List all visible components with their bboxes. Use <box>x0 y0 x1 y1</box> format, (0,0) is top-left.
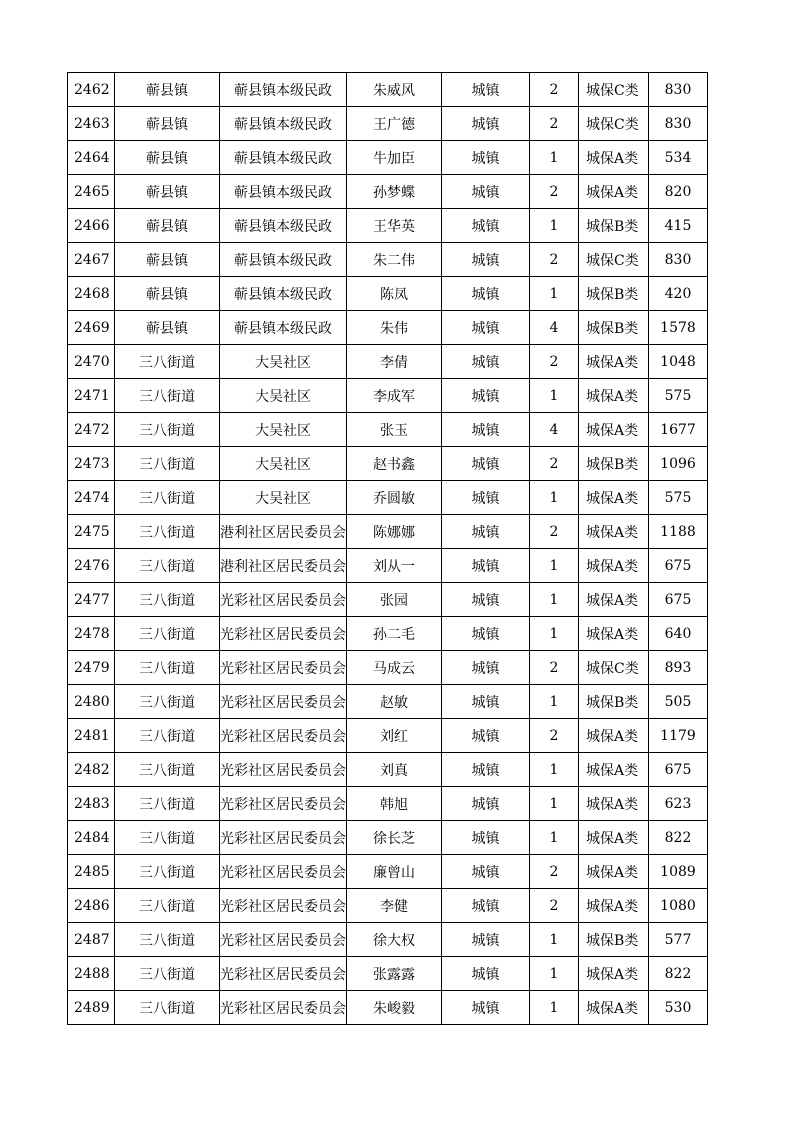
town-cell: 三八街道 <box>115 923 220 957</box>
recipient-name-cell: 赵敏 <box>347 685 442 719</box>
community-cell: 光彩社区居民委员会 <box>220 583 347 617</box>
residence-type-cell: 城镇 <box>442 515 530 549</box>
serial-number-cell: 2469 <box>68 311 115 345</box>
community-cell: 光彩社区居民委员会 <box>220 651 347 685</box>
serial-number-cell: 2477 <box>68 583 115 617</box>
serial-number-cell: 2481 <box>68 719 115 753</box>
monthly-amount-cell: 1188 <box>649 515 708 549</box>
town-cell: 三八街道 <box>115 651 220 685</box>
serial-number-cell: 2466 <box>68 209 115 243</box>
household-size-cell: 1 <box>530 141 579 175</box>
assistance-category-cell: 城保B类 <box>579 209 649 243</box>
town-cell: 蕲县镇 <box>115 277 220 311</box>
residence-type-cell: 城镇 <box>442 651 530 685</box>
town-cell: 三八街道 <box>115 515 220 549</box>
table-row <box>68 617 708 651</box>
table-body <box>68 73 708 1025</box>
assistance-category-cell: 城保A类 <box>579 821 649 855</box>
table-row <box>68 685 708 719</box>
assistance-category-cell: 城保A类 <box>579 413 649 447</box>
table-row <box>68 481 708 515</box>
recipient-name-cell: 李健 <box>347 889 442 923</box>
residence-type-cell: 城镇 <box>442 549 530 583</box>
town-cell: 三八街道 <box>115 413 220 447</box>
residence-type-cell: 城镇 <box>442 753 530 787</box>
residence-type-cell: 城镇 <box>442 787 530 821</box>
assistance-category-cell: 城保A类 <box>579 719 649 753</box>
assistance-category-cell: 城保C类 <box>579 243 649 277</box>
recipient-name-cell: 陈凤 <box>347 277 442 311</box>
residence-type-cell: 城镇 <box>442 685 530 719</box>
monthly-amount-cell: 675 <box>649 753 708 787</box>
assistance-category-cell: 城保A类 <box>579 481 649 515</box>
recipient-name-cell: 赵书鑫 <box>347 447 442 481</box>
residence-type-cell: 城镇 <box>442 889 530 923</box>
serial-number-cell: 2486 <box>68 889 115 923</box>
monthly-amount-cell: 1179 <box>649 719 708 753</box>
recipient-name-cell: 王广德 <box>347 107 442 141</box>
table-row <box>68 379 708 413</box>
serial-number-cell: 2482 <box>68 753 115 787</box>
table-row <box>68 549 708 583</box>
household-size-cell: 4 <box>530 311 579 345</box>
residence-type-cell: 城镇 <box>442 243 530 277</box>
recipient-name-cell: 张玉 <box>347 413 442 447</box>
table-row <box>68 583 708 617</box>
recipient-name-cell: 乔圆敏 <box>347 481 442 515</box>
assistance-category-cell: 城保C类 <box>579 651 649 685</box>
residence-type-cell: 城镇 <box>442 107 530 141</box>
table-row <box>68 345 708 379</box>
recipient-name-cell: 王华英 <box>347 209 442 243</box>
community-cell: 蕲县镇本级民政 <box>220 277 347 311</box>
monthly-amount-cell: 575 <box>649 481 708 515</box>
monthly-amount-cell: 830 <box>649 107 708 141</box>
community-cell: 光彩社区居民委员会 <box>220 787 347 821</box>
serial-number-cell: 2462 <box>68 73 115 107</box>
household-size-cell: 1 <box>530 923 579 957</box>
community-cell: 港利社区居民委员会 <box>220 515 347 549</box>
town-cell: 三八街道 <box>115 617 220 651</box>
town-cell: 蕲县镇 <box>115 243 220 277</box>
monthly-amount-cell: 893 <box>649 651 708 685</box>
recipient-name-cell: 张露露 <box>347 957 442 991</box>
table-row <box>68 107 708 141</box>
community-cell: 蕲县镇本级民政 <box>220 311 347 345</box>
town-cell: 蕲县镇 <box>115 73 220 107</box>
residence-type-cell: 城镇 <box>442 141 530 175</box>
assistance-category-cell: 城保A类 <box>579 549 649 583</box>
community-cell: 大吴社区 <box>220 379 347 413</box>
residence-type-cell: 城镇 <box>442 379 530 413</box>
community-cell: 光彩社区居民委员会 <box>220 753 347 787</box>
town-cell: 三八街道 <box>115 821 220 855</box>
table-row <box>68 141 708 175</box>
residence-type-cell: 城镇 <box>442 73 530 107</box>
community-cell: 蕲县镇本级民政 <box>220 175 347 209</box>
monthly-amount-cell: 505 <box>649 685 708 719</box>
monthly-amount-cell: 820 <box>649 175 708 209</box>
table-row <box>68 787 708 821</box>
table-row <box>68 447 708 481</box>
town-cell: 三八街道 <box>115 855 220 889</box>
recipient-name-cell: 韩旭 <box>347 787 442 821</box>
town-cell: 蕲县镇 <box>115 141 220 175</box>
community-cell: 蕲县镇本级民政 <box>220 141 347 175</box>
town-cell: 三八街道 <box>115 447 220 481</box>
assistance-category-cell: 城保A类 <box>579 617 649 651</box>
recipient-name-cell: 朱二伟 <box>347 243 442 277</box>
residence-type-cell: 城镇 <box>442 991 530 1025</box>
recipient-name-cell: 刘真 <box>347 753 442 787</box>
household-size-cell: 2 <box>530 515 579 549</box>
monthly-amount-cell: 830 <box>649 73 708 107</box>
serial-number-cell: 2475 <box>68 515 115 549</box>
table-row <box>68 719 708 753</box>
residence-type-cell: 城镇 <box>442 617 530 651</box>
assistance-category-cell: 城保A类 <box>579 957 649 991</box>
recipient-name-cell: 刘红 <box>347 719 442 753</box>
monthly-amount-cell: 1080 <box>649 889 708 923</box>
assistance-category-cell: 城保B类 <box>579 277 649 311</box>
table-row <box>68 651 708 685</box>
assistance-category-cell: 城保A类 <box>579 175 649 209</box>
table-row <box>68 889 708 923</box>
monthly-amount-cell: 822 <box>649 821 708 855</box>
household-size-cell: 1 <box>530 787 579 821</box>
community-cell: 光彩社区居民委员会 <box>220 685 347 719</box>
household-size-cell: 1 <box>530 991 579 1025</box>
community-cell: 蕲县镇本级民政 <box>220 243 347 277</box>
residence-type-cell: 城镇 <box>442 481 530 515</box>
assistance-category-cell: 城保B类 <box>579 447 649 481</box>
household-size-cell: 1 <box>530 821 579 855</box>
recipient-name-cell: 马成云 <box>347 651 442 685</box>
household-size-cell: 1 <box>530 957 579 991</box>
household-size-cell: 1 <box>530 209 579 243</box>
assistance-category-cell: 城保A类 <box>579 855 649 889</box>
beneficiary-table <box>67 72 708 1025</box>
recipient-name-cell: 朱伟 <box>347 311 442 345</box>
monthly-amount-cell: 1578 <box>649 311 708 345</box>
household-size-cell: 1 <box>530 481 579 515</box>
town-cell: 三八街道 <box>115 753 220 787</box>
residence-type-cell: 城镇 <box>442 957 530 991</box>
town-cell: 蕲县镇 <box>115 311 220 345</box>
monthly-amount-cell: 577 <box>649 923 708 957</box>
serial-number-cell: 2472 <box>68 413 115 447</box>
assistance-category-cell: 城保A类 <box>579 515 649 549</box>
table-row <box>68 957 708 991</box>
table-row <box>68 413 708 447</box>
town-cell: 三八街道 <box>115 583 220 617</box>
residence-type-cell: 城镇 <box>442 821 530 855</box>
community-cell: 大吴社区 <box>220 413 347 447</box>
community-cell: 光彩社区居民委员会 <box>220 821 347 855</box>
household-size-cell: 2 <box>530 107 579 141</box>
town-cell: 三八街道 <box>115 345 220 379</box>
serial-number-cell: 2470 <box>68 345 115 379</box>
table-row <box>68 311 708 345</box>
residence-type-cell: 城镇 <box>442 175 530 209</box>
assistance-category-cell: 城保A类 <box>579 141 649 175</box>
serial-number-cell: 2479 <box>68 651 115 685</box>
town-cell: 三八街道 <box>115 379 220 413</box>
serial-number-cell: 2473 <box>68 447 115 481</box>
recipient-name-cell: 朱峻毅 <box>347 991 442 1025</box>
table-row <box>68 923 708 957</box>
town-cell: 三八街道 <box>115 991 220 1025</box>
table-row <box>68 991 708 1025</box>
town-cell: 蕲县镇 <box>115 107 220 141</box>
recipient-name-cell: 朱威风 <box>347 73 442 107</box>
town-cell: 三八街道 <box>115 481 220 515</box>
assistance-category-cell: 城保A类 <box>579 991 649 1025</box>
recipient-name-cell: 徐大权 <box>347 923 442 957</box>
monthly-amount-cell: 530 <box>649 991 708 1025</box>
table-row <box>68 855 708 889</box>
assistance-category-cell: 城保B类 <box>579 685 649 719</box>
household-size-cell: 2 <box>530 889 579 923</box>
community-cell: 蕲县镇本级民政 <box>220 209 347 243</box>
monthly-amount-cell: 575 <box>649 379 708 413</box>
monthly-amount-cell: 1677 <box>649 413 708 447</box>
serial-number-cell: 2488 <box>68 957 115 991</box>
table-row <box>68 821 708 855</box>
table-row <box>68 753 708 787</box>
household-size-cell: 2 <box>530 447 579 481</box>
assistance-category-cell: 城保C类 <box>579 107 649 141</box>
recipient-name-cell: 李倩 <box>347 345 442 379</box>
serial-number-cell: 2478 <box>68 617 115 651</box>
recipient-name-cell: 张园 <box>347 583 442 617</box>
town-cell: 三八街道 <box>115 787 220 821</box>
community-cell: 大吴社区 <box>220 481 347 515</box>
recipient-name-cell: 李成军 <box>347 379 442 413</box>
monthly-amount-cell: 1048 <box>649 345 708 379</box>
town-cell: 三八街道 <box>115 889 220 923</box>
town-cell: 三八街道 <box>115 719 220 753</box>
table-row <box>68 243 708 277</box>
residence-type-cell: 城镇 <box>442 447 530 481</box>
household-size-cell: 2 <box>530 719 579 753</box>
monthly-amount-cell: 1096 <box>649 447 708 481</box>
town-cell: 三八街道 <box>115 549 220 583</box>
serial-number-cell: 2483 <box>68 787 115 821</box>
monthly-amount-cell: 1089 <box>649 855 708 889</box>
household-size-cell: 2 <box>530 855 579 889</box>
residence-type-cell: 城镇 <box>442 855 530 889</box>
table-row <box>68 175 708 209</box>
monthly-amount-cell: 640 <box>649 617 708 651</box>
table-row <box>68 515 708 549</box>
community-cell: 光彩社区居民委员会 <box>220 923 347 957</box>
assistance-category-cell: 城保A类 <box>579 345 649 379</box>
community-cell: 光彩社区居民委员会 <box>220 719 347 753</box>
serial-number-cell: 2471 <box>68 379 115 413</box>
residence-type-cell: 城镇 <box>442 923 530 957</box>
assistance-category-cell: 城保A类 <box>579 889 649 923</box>
household-size-cell: 4 <box>530 413 579 447</box>
residence-type-cell: 城镇 <box>442 413 530 447</box>
serial-number-cell: 2480 <box>68 685 115 719</box>
community-cell: 蕲县镇本级民政 <box>220 107 347 141</box>
community-cell: 光彩社区居民委员会 <box>220 991 347 1025</box>
monthly-amount-cell: 623 <box>649 787 708 821</box>
monthly-amount-cell: 830 <box>649 243 708 277</box>
community-cell: 大吴社区 <box>220 345 347 379</box>
town-cell: 三八街道 <box>115 685 220 719</box>
household-size-cell: 1 <box>530 549 579 583</box>
monthly-amount-cell: 415 <box>649 209 708 243</box>
town-cell: 三八街道 <box>115 957 220 991</box>
serial-number-cell: 2489 <box>68 991 115 1025</box>
community-cell: 光彩社区居民委员会 <box>220 855 347 889</box>
monthly-amount-cell: 675 <box>649 549 708 583</box>
recipient-name-cell: 刘从一 <box>347 549 442 583</box>
residence-type-cell: 城镇 <box>442 719 530 753</box>
recipient-name-cell: 廉曾山 <box>347 855 442 889</box>
town-cell: 蕲县镇 <box>115 209 220 243</box>
assistance-category-cell: 城保B类 <box>579 923 649 957</box>
residence-type-cell: 城镇 <box>442 583 530 617</box>
residence-type-cell: 城镇 <box>442 209 530 243</box>
serial-number-cell: 2468 <box>68 277 115 311</box>
community-cell: 光彩社区居民委员会 <box>220 957 347 991</box>
residence-type-cell: 城镇 <box>442 345 530 379</box>
residence-type-cell: 城镇 <box>442 311 530 345</box>
household-size-cell: 2 <box>530 345 579 379</box>
household-size-cell: 2 <box>530 243 579 277</box>
recipient-name-cell: 牛加臣 <box>347 141 442 175</box>
assistance-category-cell: 城保A类 <box>579 379 649 413</box>
household-size-cell: 1 <box>530 379 579 413</box>
table-row <box>68 277 708 311</box>
monthly-amount-cell: 675 <box>649 583 708 617</box>
assistance-category-cell: 城保A类 <box>579 787 649 821</box>
assistance-category-cell: 城保C类 <box>579 73 649 107</box>
household-size-cell: 1 <box>530 617 579 651</box>
community-cell: 港利社区居民委员会 <box>220 549 347 583</box>
serial-number-cell: 2474 <box>68 481 115 515</box>
table-row <box>68 73 708 107</box>
monthly-amount-cell: 534 <box>649 141 708 175</box>
recipient-name-cell: 孙二毛 <box>347 617 442 651</box>
household-size-cell: 2 <box>530 651 579 685</box>
monthly-amount-cell: 822 <box>649 957 708 991</box>
serial-number-cell: 2467 <box>68 243 115 277</box>
town-cell: 蕲县镇 <box>115 175 220 209</box>
household-size-cell: 1 <box>530 685 579 719</box>
assistance-category-cell: 城保A类 <box>579 753 649 787</box>
assistance-category-cell: 城保A类 <box>579 583 649 617</box>
recipient-name-cell: 孙梦蝶 <box>347 175 442 209</box>
household-size-cell: 1 <box>530 753 579 787</box>
serial-number-cell: 2487 <box>68 923 115 957</box>
household-size-cell: 1 <box>530 583 579 617</box>
serial-number-cell: 2476 <box>68 549 115 583</box>
community-cell: 光彩社区居民委员会 <box>220 617 347 651</box>
community-cell: 大吴社区 <box>220 447 347 481</box>
household-size-cell: 2 <box>530 73 579 107</box>
monthly-amount-cell: 420 <box>649 277 708 311</box>
serial-number-cell: 2464 <box>68 141 115 175</box>
serial-number-cell: 2484 <box>68 821 115 855</box>
table-row <box>68 209 708 243</box>
community-cell: 光彩社区居民委员会 <box>220 889 347 923</box>
serial-number-cell: 2485 <box>68 855 115 889</box>
community-cell: 蕲县镇本级民政 <box>220 73 347 107</box>
assistance-category-cell: 城保B类 <box>579 311 649 345</box>
recipient-name-cell: 陈娜娜 <box>347 515 442 549</box>
residence-type-cell: 城镇 <box>442 277 530 311</box>
recipient-name-cell: 徐长芝 <box>347 821 442 855</box>
household-size-cell: 2 <box>530 175 579 209</box>
serial-number-cell: 2465 <box>68 175 115 209</box>
household-size-cell: 1 <box>530 277 579 311</box>
serial-number-cell: 2463 <box>68 107 115 141</box>
